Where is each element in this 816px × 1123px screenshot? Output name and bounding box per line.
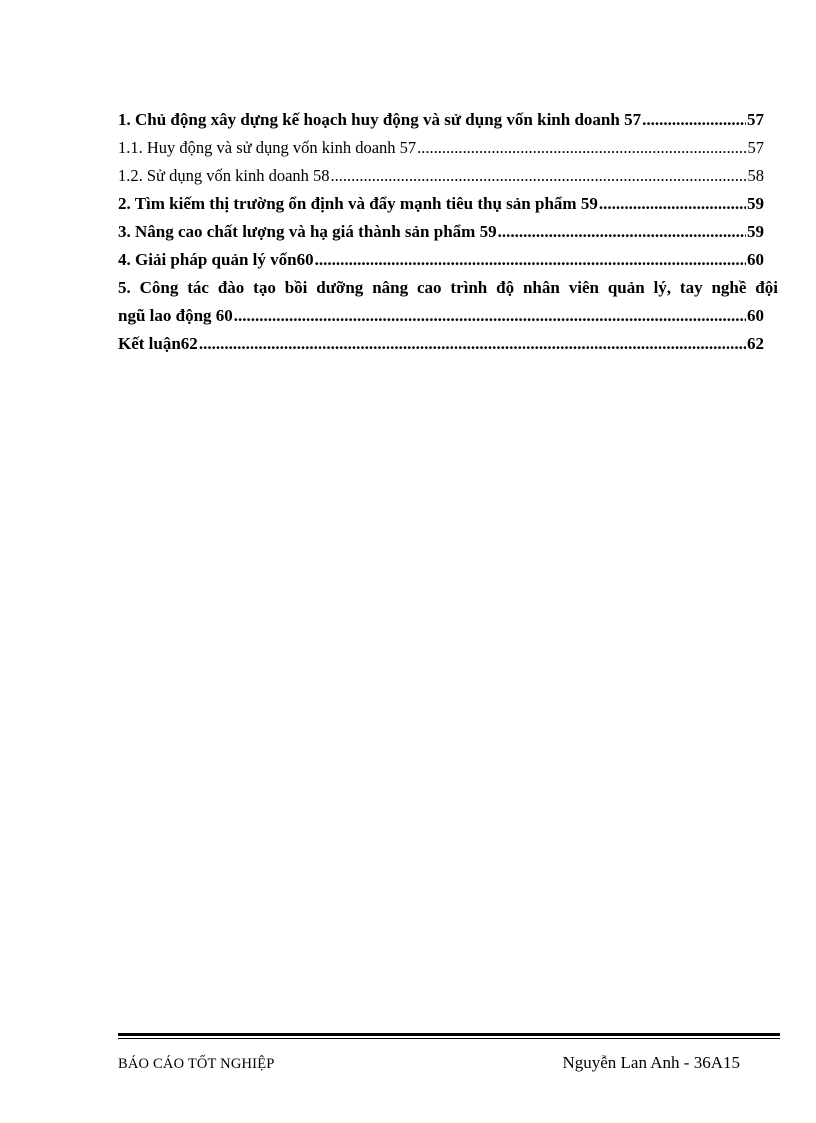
toc-entry-page: 57	[747, 138, 764, 157]
footer-report-title: BÁO CÁO TỐT NGHIỆP	[118, 1056, 275, 1072]
toc-entry[interactable]	[118, 134, 778, 162]
toc-entry[interactable]	[118, 190, 778, 218]
toc-entry-title: 1. Chủ động xây dựng kế hoạch huy động và sử dụng vốn kinh doanh 57	[118, 110, 642, 129]
toc-entry-title: 2. Tìm kiếm thị trường ổn định và đẩy mạnh tiêu thụ sản phẩm 59	[118, 194, 598, 213]
toc-entry-title: Kết luận62	[118, 334, 198, 353]
toc-leader-dots	[199, 330, 746, 358]
toc-leader-dots	[234, 302, 746, 330]
toc-entry-page: 58	[747, 166, 764, 185]
toc-leader-dots	[599, 190, 746, 218]
toc-entry-page: 59	[747, 194, 764, 213]
toc-entry[interactable]	[118, 162, 778, 190]
footer-author: Nguyễn Lan Anh - 36A15	[562, 1053, 740, 1072]
toc-entry-continuation	[118, 302, 778, 330]
page-footer	[118, 1033, 780, 1073]
toc-entry-page: 59	[747, 222, 764, 241]
toc-entry[interactable]	[118, 218, 778, 246]
toc-entry-title: 3. Nâng cao chất lượng và hạ giá thành sản phẩm 59	[118, 222, 497, 241]
toc-leader-dots	[498, 218, 746, 246]
toc-entry[interactable]	[118, 246, 778, 274]
toc-entry-title-line2: ngũ lao động 60	[118, 306, 233, 325]
toc-entry-title-line1: 5. Công tác đào tạo bồi dưỡng nâng cao trình độ nhân viên quản lý, tay nghề đội	[118, 278, 778, 297]
toc-leader-dots	[315, 246, 746, 274]
toc-entry-title: 1.1. Huy động và sử dụng vốn kinh doanh 57	[118, 138, 417, 157]
footer-divider-thin	[118, 1038, 780, 1039]
toc-entry[interactable]	[118, 274, 778, 330]
toc-entry-page: 57	[747, 110, 764, 129]
toc-entry-title: 4. Giải pháp quản lý vốn60	[118, 250, 314, 269]
toc-leader-dots	[642, 106, 746, 134]
toc-entry-page: 60	[747, 306, 764, 325]
toc-entry-page: 62	[747, 334, 764, 353]
toc-entry-page: 60	[747, 250, 764, 269]
toc-leader-dots	[417, 134, 746, 162]
toc-entry[interactable]	[118, 330, 778, 358]
table-of-contents	[118, 106, 778, 358]
toc-entry[interactable]	[118, 106, 778, 134]
toc-entry-title: 1.2. Sử dụng vốn kinh doanh 58	[118, 166, 330, 185]
toc-leader-dots	[331, 162, 747, 190]
footer-row	[118, 1053, 780, 1073]
